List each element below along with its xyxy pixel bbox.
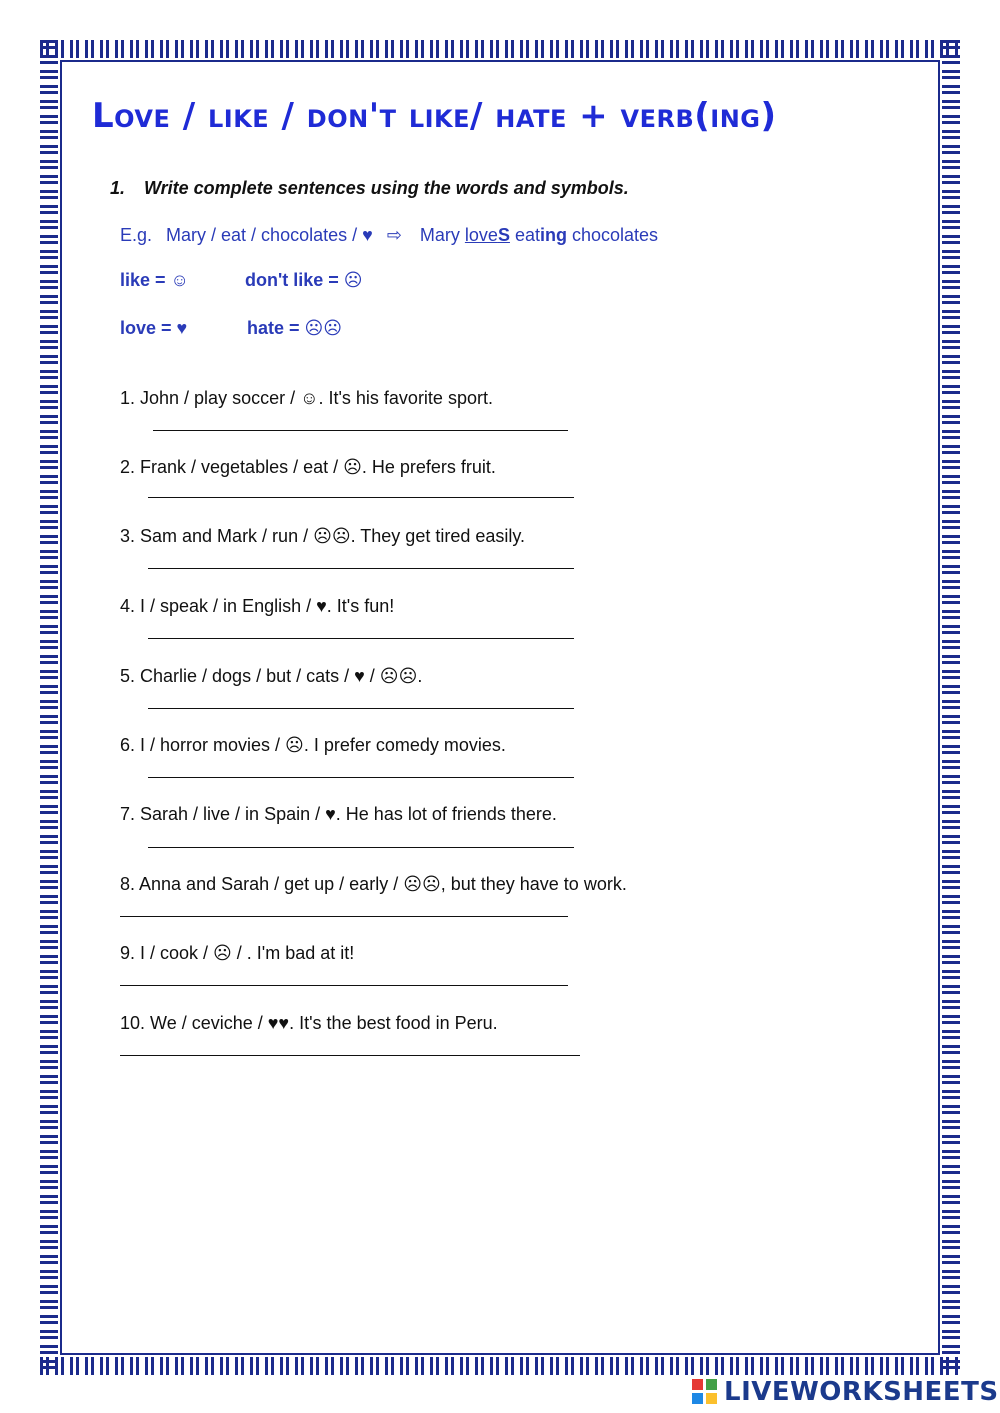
- answer-part: eat: [509, 225, 540, 245]
- answer-line-7[interactable]: [148, 847, 574, 848]
- border-bottom: [40, 1357, 960, 1375]
- exercise-instruction: [110, 178, 629, 199]
- exercise-item-5: 5. Charlie / dogs / but / cats / ♥ / ☹☹.: [120, 666, 423, 686]
- exercise-item-1: 1. John / play soccer / ☺. It's his favorite sport.: [120, 388, 493, 408]
- instruction-text: Write complete sentences using the words and symbols.: [144, 178, 629, 198]
- answer-part: chocolates: [566, 225, 659, 245]
- answer-part: Mary: [419, 225, 465, 245]
- arrow-icon: ⇨: [386, 225, 402, 245]
- liveworksheets-logo-icon: [692, 1379, 718, 1405]
- legend-hate: hate = ☹☹: [247, 318, 343, 338]
- exercise-item-9: 9. I / cook / ☹ / . I'm bad at it!: [120, 943, 355, 963]
- example-line: [120, 225, 658, 246]
- exercise-item-3: 3. Sam and Mark / run / ☹☹. They get tired easily.: [120, 526, 526, 546]
- answer-line-10[interactable]: [120, 1055, 580, 1056]
- legend-row-1: [120, 270, 363, 291]
- answer-line-8[interactable]: [120, 916, 568, 917]
- answer-underlined: [465, 225, 510, 245]
- legend-like: like = ☺: [120, 270, 189, 290]
- worksheet-title: Love / like / don't like/ hate + verb(ing): [92, 96, 777, 136]
- example-prompt: Mary / eat / chocolates / ♥: [166, 225, 373, 245]
- legend-dont-like: don't like = ☹: [245, 270, 363, 290]
- exercise-item-6: 6. I / horror movies / ☹. I prefer comedy movies.: [120, 735, 506, 755]
- answer-line-4[interactable]: [148, 638, 574, 639]
- border-left: [40, 40, 58, 1375]
- exercise-item-10: 10. We / ceviche / ♥♥. It's the best food in Peru.: [120, 1013, 498, 1033]
- example-answer: [420, 225, 658, 245]
- answer-line-1[interactable]: [153, 430, 568, 431]
- answer-part: love: [464, 225, 498, 245]
- answer-part: S: [497, 225, 510, 245]
- exercise-item-4: 4. I / speak / in English / ♥. It's fun!: [120, 596, 395, 616]
- legend-row-2: [120, 318, 343, 339]
- watermark-text: LIVEWORKSHEETS: [724, 1377, 999, 1407]
- answer-line-3[interactable]: [148, 568, 574, 569]
- exercise-item-7: 7. Sarah / live / in Spain / ♥. He has lot of friends there.: [120, 804, 557, 824]
- answer-line-6[interactable]: [148, 777, 574, 778]
- answer-line-9[interactable]: [120, 985, 568, 986]
- answer-line-5[interactable]: [148, 708, 574, 709]
- border-right: [942, 40, 960, 1375]
- exercise-item-8: 8. Anna and Sarah / get up / early / ☹☹, but they have to work.: [120, 874, 627, 894]
- answer-line-2[interactable]: [148, 497, 574, 498]
- exercise-item-2: 2. Frank / vegetables / eat / ☹. He prefers fruit.: [120, 457, 496, 477]
- border-top: [40, 40, 960, 58]
- example-prefix: E.g.: [120, 225, 153, 245]
- exercise-number: 1.: [110, 178, 126, 198]
- liveworksheets-watermark: [692, 1375, 999, 1409]
- answer-part: ing: [539, 225, 567, 245]
- legend-love: love = ♥: [120, 318, 188, 338]
